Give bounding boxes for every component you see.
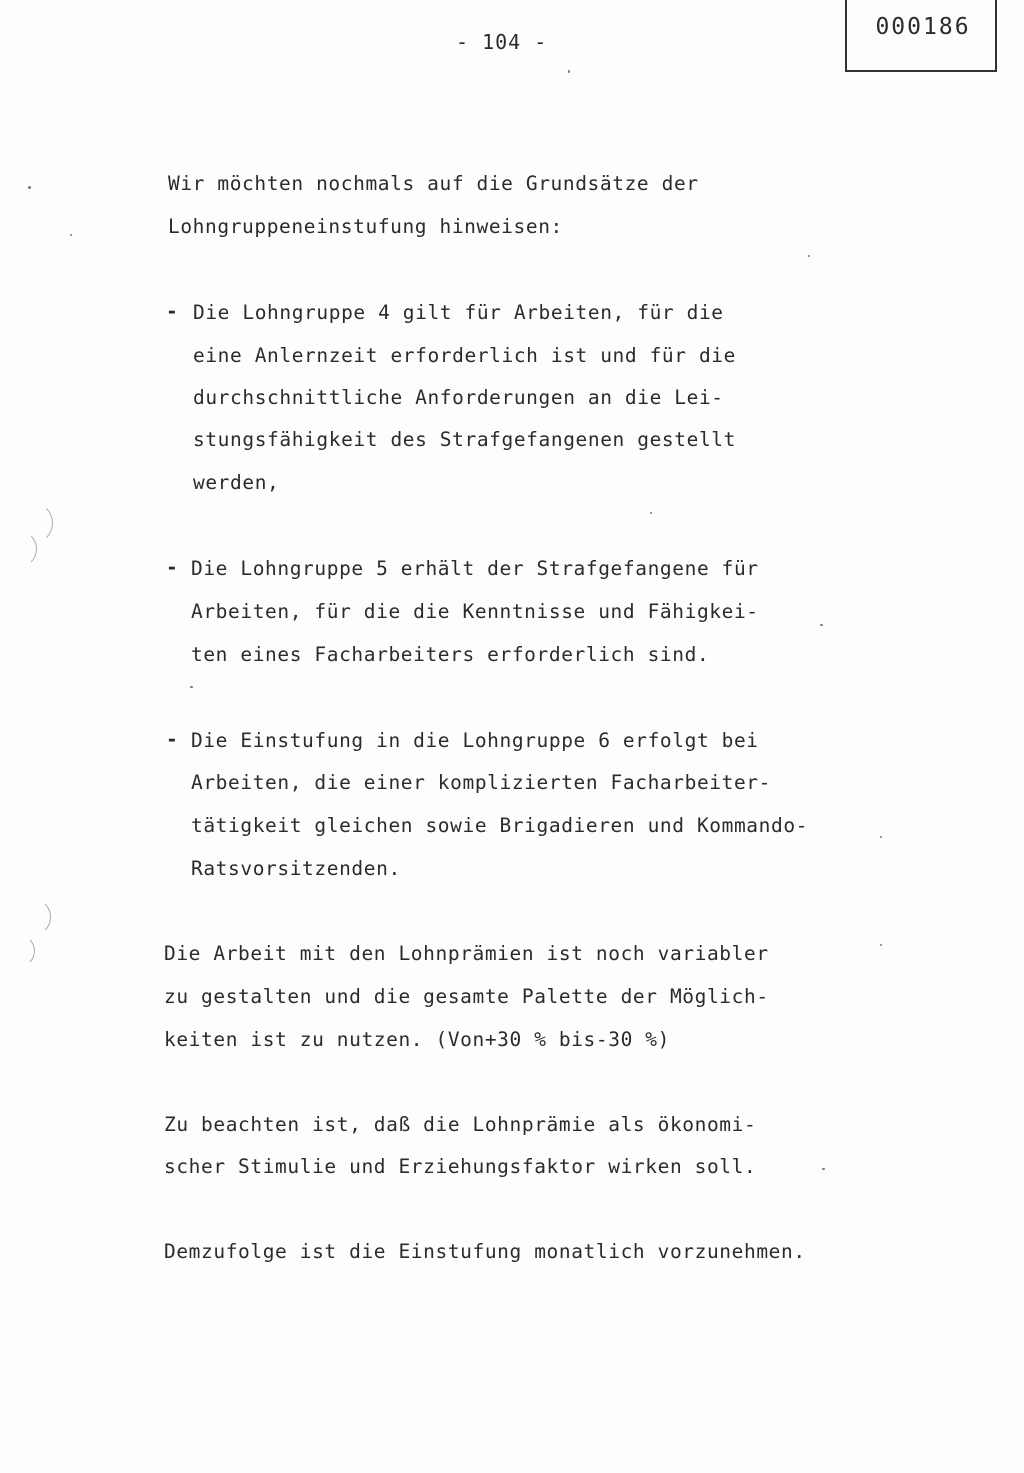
paragraph-line: Demzufolge ist die Einstufung monatlich vorzunehmen.: [164, 1240, 806, 1263]
scan-speck: [808, 255, 810, 257]
archive-number: 000186: [875, 14, 971, 40]
page-number: - 104 -: [456, 30, 548, 54]
punch-hole-mark: [22, 898, 51, 936]
intro-line: Wir möchten nochmals auf die Grundsätze der: [168, 172, 699, 195]
scan-speck: [880, 944, 882, 946]
scan-speck: [650, 512, 652, 514]
scan-speck: [568, 70, 570, 73]
bullet-dash: -: [166, 728, 178, 751]
scan-speck: [28, 186, 31, 189]
bullet-line: werden,: [193, 471, 280, 494]
bullet-line: eine Anlernzeit erforderlich ist und für die: [193, 344, 736, 367]
scan-speck: [70, 234, 72, 236]
bullet-dash: -: [166, 300, 178, 323]
bullet-line: Arbeiten, für die die Kenntnisse und Fähigkei-: [191, 600, 759, 623]
bullet-line: Ratsvorsitzenden.: [191, 857, 401, 880]
bullet-line: Die Einstufung in die Lohngruppe 6 erfolgt bei: [191, 729, 759, 752]
paragraph-line: Zu beachten ist, daß die Lohnprämie als ökonomi-: [164, 1113, 757, 1136]
intro-line: Lohngruppeneinstufung hinweisen:: [168, 215, 563, 238]
paragraph-line: scher Stimulie und Erziehungsfaktor wirken soll.: [164, 1155, 757, 1178]
archive-stamp-box: [845, 0, 997, 72]
scan-speck: [880, 836, 882, 838]
scan-speck: [820, 624, 823, 626]
bullet-line: durchschnittliche Anforderungen an die Lei-: [193, 386, 724, 409]
bullet-line: ten eines Facharbeiters erforderlich sind.: [191, 643, 710, 666]
paragraph-line: zu gestalten und die gesamte Palette der Möglich-: [164, 985, 769, 1008]
bullet-line: tätigkeit gleichen sowie Brigadieren und Kommando-: [191, 814, 808, 837]
bullet-line: stungsfähigkeit des Strafgefangenen gestellt: [193, 428, 736, 451]
paragraph-line: Die Arbeit mit den Lohnprämien ist noch variabler: [164, 942, 769, 965]
bullet-line: Arbeiten, die einer komplizierten Facharbeiter-: [191, 771, 771, 794]
scan-speck: [190, 686, 193, 688]
scan-speck: [822, 1168, 825, 1170]
paragraph-line: keiten ist zu nutzen. (Von+30 % bis-30 %): [164, 1028, 670, 1051]
bullet-line: Die Lohngruppe 4 gilt für Arbeiten, für die: [193, 301, 724, 324]
punch-hole-mark: [12, 935, 35, 967]
bullet-line: Die Lohngruppe 5 erhält der Strafgefangene für: [191, 557, 759, 580]
bullet-dash: -: [166, 556, 178, 579]
